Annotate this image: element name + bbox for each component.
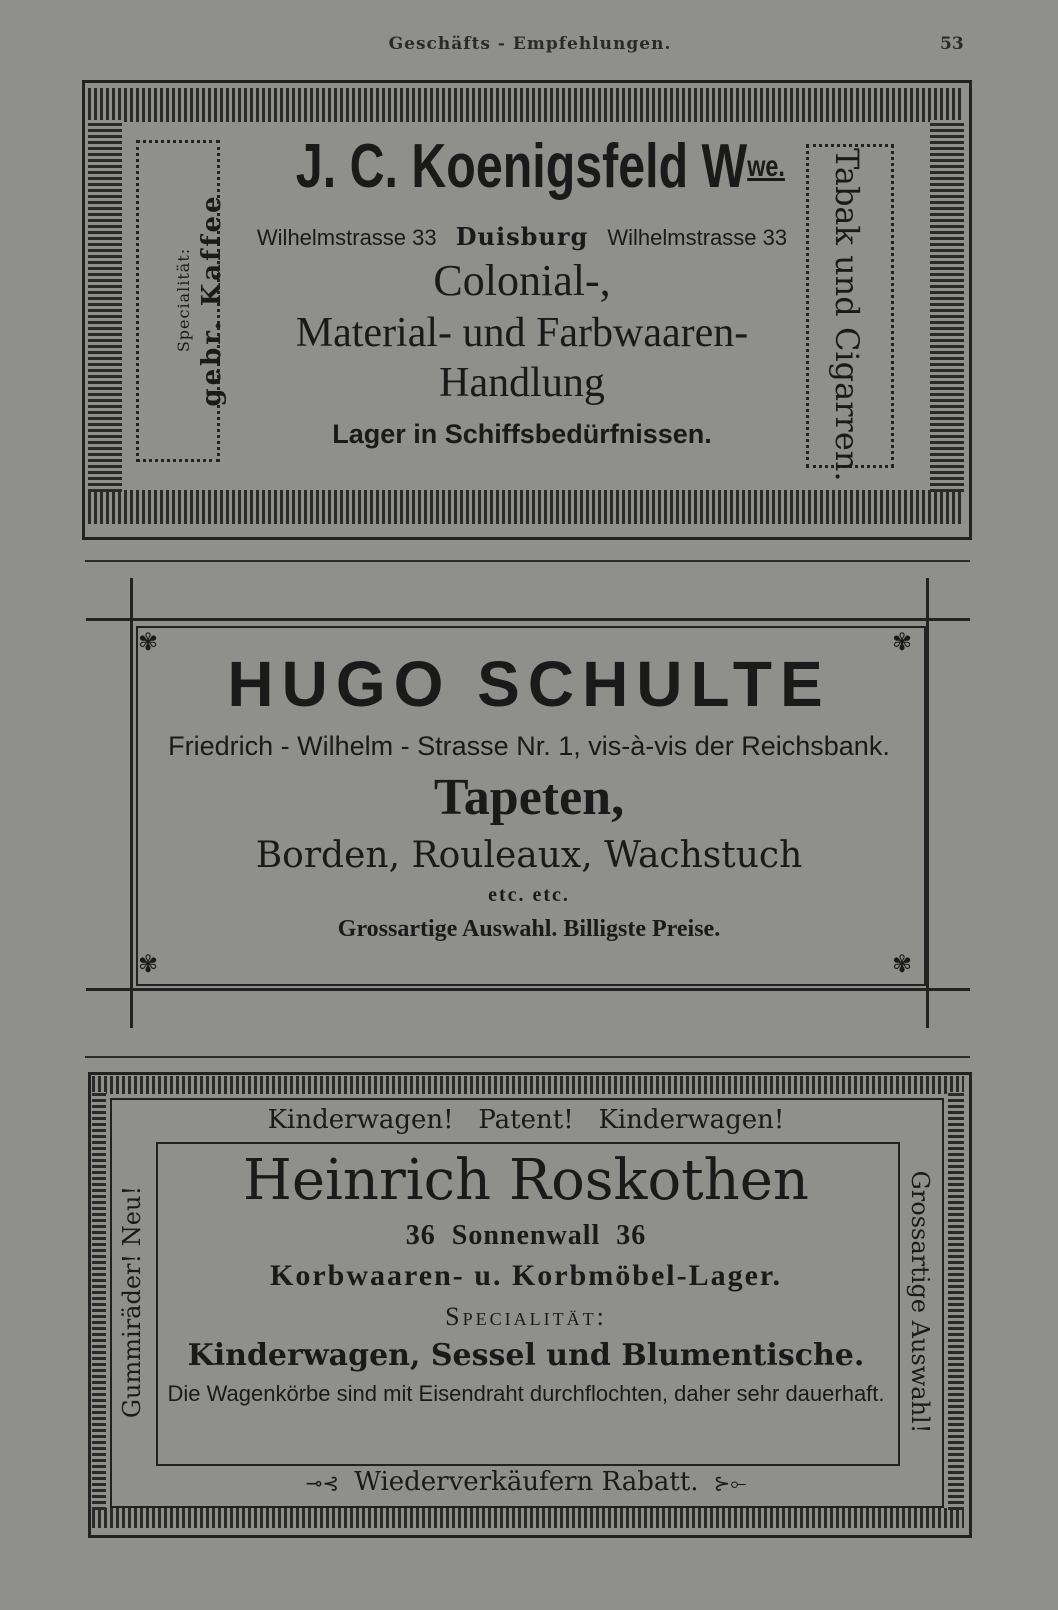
left-ornament-band [92,1092,106,1510]
page-header [0,28,1058,58]
city: Duisburg [455,222,589,251]
kinderwagen-patent: Kinderwagen! Patent! Kinderwagen! [267,1105,785,1135]
bottom-ornament-band [88,490,964,524]
address-right: Wilhelmstrasse 33 [607,225,788,250]
address-left: Wilhelmstrasse 33 [256,225,437,250]
firm-name [295,132,785,202]
corner-ornament-icon: ✾ [892,950,913,978]
specialty-label: Specialität: [174,247,193,353]
address-line [232,220,812,254]
bottom-ornament-band [92,1508,964,1528]
colonial-line: Colonial-, [433,256,611,305]
frame-line-right [926,578,929,1028]
firm-name-suffix: we. [747,150,785,183]
corner-ornament-icon: ✾ [138,628,159,656]
ad-roskothen [88,1072,970,1536]
ad-koenigsfeld [82,80,970,538]
hugo-name: HUGO SCHULTE [227,648,831,720]
roskothen-note: Die Wagenkörbe sind mit Eisendraht durchflochten, daher sehr dauerhaft. [167,1381,885,1406]
material-line: Material- und Farbwaaren- [295,310,749,356]
flourish-left-icon: ⊸⊰ [305,1471,340,1495]
gummiraeder: Gummiräder! Neu! [118,1185,146,1419]
hugo-etc: etc. etc. [488,884,570,906]
left-ornament-band [88,120,122,492]
hugo-slogan: Grossartige Auswahl. Billigste Preise. [337,916,721,942]
handlung-line: Handlung [439,360,605,406]
corner-ornament-icon: ✾ [892,628,913,656]
frame-line-left [130,578,133,1028]
roskothen-address: 36 Sonnenwall 36 [405,1220,647,1251]
flourish-right-icon: ⊱⟜ [713,1471,747,1495]
specialitaet-label: Specialität: [445,1302,607,1331]
top-ornament-band [88,88,964,122]
grossartige-auswahl: Grossartige Auswahl! [906,1170,934,1434]
separator [85,560,970,562]
corner-ornament-icon: ✾ [138,950,159,978]
tobacco-cigars: Tabak und Cigarren. [828,148,866,482]
specialitaet-items: Kinderwagen, Sessel und Blumentische. [187,1338,865,1373]
firm-name-text: J. C. Koenigsfeld W [295,132,748,201]
separator [85,1056,970,1058]
hugo-address: Friedrich - Wilhelm - Strasse Nr. 1, vis-à-vis der Reichsbank. [168,731,890,761]
frame-line-bottom [86,988,970,991]
frame-line-top [86,618,970,621]
top-ornament-band [92,1076,964,1094]
page-number: 53 [940,34,964,54]
roskothen-name: Heinrich Roskothen [243,1148,809,1213]
right-ornament-band [930,120,964,492]
rabatt-line [156,1464,896,1500]
roskothen-goods: Korbwaaren- u. Korbmöbel-Lager. [270,1259,782,1292]
specialty-coffee: gebr. Kaffee [197,193,227,407]
right-ornament-band [948,1092,964,1510]
tapeten: Tapeten, [433,769,625,826]
ad-hugo-schulte [86,578,970,1028]
rabatt-text: Wiederverkäufern Rabatt. [354,1467,699,1497]
running-header: Geschäfts - Empfehlungen. [388,34,672,54]
hugo-products: Borden, Rouleaux, Wachstuch [255,835,803,876]
schiff-line: Lager in Schiffsbedürfnissen. [332,419,712,449]
